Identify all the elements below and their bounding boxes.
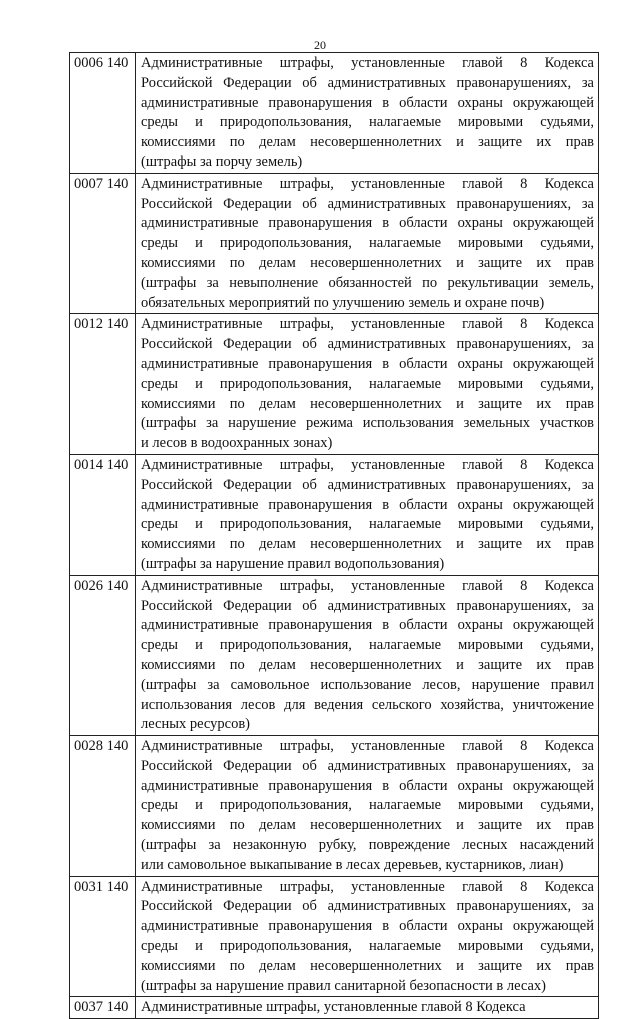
description-line: Административные штрафы, установленные главой 8 Кодекса [141,175,594,192]
table-row [70,876,599,997]
description-line: и лесов в водоохранных зонах) [141,435,333,452]
description-line: административные правонарушения в области охраны окружающей [141,355,594,372]
description-line: или самовольное выкапывание в лесах деревьев, кустарников, лиан) [141,856,564,873]
description-line: (штрафы за невыполнение обязанностей по рекультивации земель, [141,274,594,291]
description-line: среды и природопользования, налагаемые мировыми судьями, [141,114,594,131]
page-number: 20 [314,38,326,52]
description-line: Административные штрафы, установленные главой 8 Кодекса [141,878,594,895]
code-cell: 0028 140 [70,736,136,877]
description-line: среды и природопользования, налагаемые мировыми судьями, [141,235,594,252]
description-line: лесных ресурсов) [141,716,250,733]
description-line: Российской Федерации об административных правонарушениях, за [141,74,594,91]
description-line: Административные штрафы, установленные главой 8 Кодекса [141,316,594,333]
description-cell [136,53,599,174]
description-line: административные правонарушения в области охраны окружающей [141,94,594,111]
description-line: среды и природопользования, налагаемые мировыми судьями, [141,938,594,955]
code-cell: 0006 140 [70,53,136,174]
description-line: использования лесов для ведения сельского хозяйства, уничтожение [141,696,594,713]
description-cell [136,454,599,575]
table-body [70,53,599,1019]
code-cell: 0014 140 [70,454,136,575]
description-line: Административные штрафы, установленные главой 8 Кодекса [141,55,594,71]
code-cell: 0037 140 [70,997,136,1019]
description-line: (штрафы за порчу земель) [141,153,303,170]
description-line: Административные штрафы, установленные главой 8 Кодекса [141,738,594,755]
description-cell [136,997,599,1019]
code-cell: 0031 140 [70,876,136,997]
description-line: административные правонарушения в области охраны окружающей [141,496,594,513]
description-line: комиссиями по делам несовершеннолетних и защите их прав [141,957,594,974]
description-line: Российской Федерации об административных правонарушениях, за [141,336,594,353]
description-line: административные правонарушения в области охраны окружающей [141,777,594,794]
description-cell [136,173,599,314]
code-cell: 0007 140 [70,173,136,314]
description-cell [136,575,599,735]
description-line: комиссиями по делам несовершеннолетних и защите их прав [141,817,594,834]
description-line: административные правонарушения в области охраны окружающей [141,617,594,634]
description-line: среды и природопользования, налагаемые мировыми судьями, [141,375,594,392]
code-cell: 0026 140 [70,575,136,735]
description-line: Административные штрафы, установленные главой 8 Кодекса [141,456,594,473]
description-line: комиссиями по делам несовершеннолетних и защите их прав [141,656,594,673]
table-row [70,454,599,575]
description-line: комиссиями по делам несовершеннолетних и защите их прав [141,254,594,271]
description-cell [136,314,599,455]
description-line: административные правонарушения в области охраны окружающей [141,215,594,232]
description-line: Российской Федерации об административных правонарушениях, за [141,757,594,774]
description-line: (штрафы за нарушение режима использования земельных участков [141,415,594,432]
codes-table [69,52,599,1019]
description-line: Административные штрафы, установленные главой 8 Кодекса [141,999,526,1016]
description-line: Российской Федерации об административных правонарушениях, за [141,898,594,915]
description-line: комиссиями по делам несовершеннолетних и защите их прав [141,395,594,412]
description-line: Административные штрафы, установленные главой 8 Кодекса [141,577,594,594]
table-row [70,997,599,1019]
description-line: (штрафы за нарушение правил водопользования) [141,555,445,572]
description-cell [136,736,599,877]
description-line: обязательных мероприятий по улучшению земель и охране почв) [141,294,545,311]
description-line: Российской Федерации об административных правонарушениях, за [141,597,594,614]
description-line: (штрафы за самовольное использование лесов, нарушение правил [141,676,594,693]
description-line: (штрафы за незаконную рубку, повреждение лесных насаждений [141,837,594,854]
description-line: административные правонарушения в области охраны окружающей [141,918,594,935]
code-cell: 0012 140 [70,314,136,455]
description-line: Российской Федерации об административных правонарушениях, за [141,476,594,493]
description-line: среды и природопользования, налагаемые мировыми судьями, [141,637,594,654]
table-row [70,736,599,877]
description-line: среды и природопользования, налагаемые мировыми судьями, [141,797,594,814]
description-cell [136,876,599,997]
table-row [70,173,599,314]
table-row [70,575,599,735]
table-row [70,53,599,174]
description-line: комиссиями по делам несовершеннолетних и защите их прав [141,536,594,553]
description-line: (штрафы за нарушение правил санитарной безопасности в лесах) [141,977,546,994]
table-row [70,314,599,455]
description-line: комиссиями по делам несовершеннолетних и защите их прав [141,134,594,151]
description-line: Российской Федерации об административных правонарушениях, за [141,195,594,212]
description-line: среды и природопользования, налагаемые мировыми судьями, [141,516,594,533]
